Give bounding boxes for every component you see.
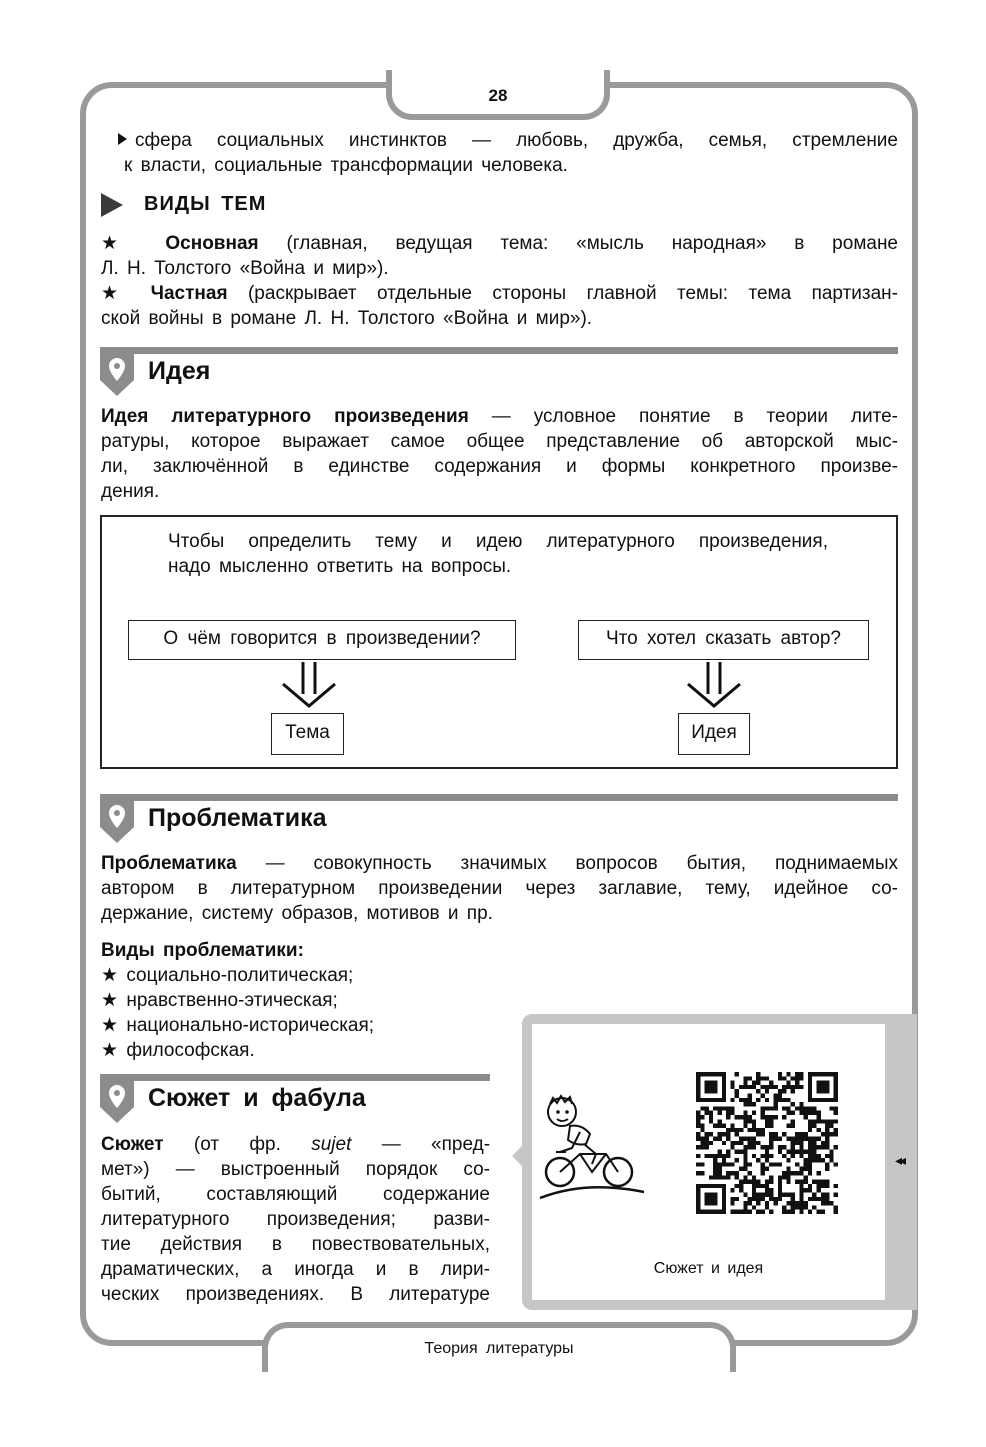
problems-line2: автором в литературном произведении через заглавие, тему, идейное со-: [101, 878, 898, 899]
plot-line1: Сюжет (от фр. sujet — «пред-: [101, 1134, 491, 1155]
qr-code-icon[interactable]: [696, 1072, 838, 1214]
page-number: 28: [488, 86, 508, 105]
theme-main-line1: ★ Основная (главная, ведущая тема: «мысль народная» в романе: [101, 233, 899, 254]
star-icon: ★: [101, 1040, 119, 1061]
location-pin-icon: [100, 797, 134, 843]
heading-triangle-icon: [101, 193, 123, 217]
plot-line4: литературного произведения; разви-: [101, 1209, 490, 1230]
idea-line4: дения.: [101, 481, 160, 502]
problems-line1: Проблематика — совокупность значимых вопросов бытия, поднимаемых: [101, 853, 898, 874]
qr-caption: Сюжет и идея: [653, 1260, 764, 1277]
section-divider: [100, 1074, 490, 1081]
theme-private-line1: ★ Частная (раскрывает отдельные стороны главной темы: тема партизан-: [101, 283, 898, 304]
double-arrow-down-icon: [279, 660, 339, 710]
star-icon: ★: [101, 1015, 119, 1036]
problems-line3: держание, систему образов, мотивов и пр.: [101, 903, 493, 924]
section-title-idea: Идея: [148, 357, 211, 385]
plot-line5: тие действия в повествовательных,: [101, 1234, 490, 1255]
scheme-intro-line1: Чтобы определить тему и идею литературного произведения,: [168, 531, 828, 552]
list-item: ★ социально-политическая;: [101, 965, 354, 986]
scheme-intro-line2: надо мысленно ответить на вопросы.: [168, 556, 512, 577]
location-pin-icon: [100, 350, 134, 396]
bullet-item-line1: сфера социальных инстинктов — любовь, дружба, семья, стремление: [118, 128, 898, 153]
cyclist-illustration-icon: [536, 1088, 648, 1202]
footer-title: Теория литературы: [424, 1340, 574, 1357]
list-item: ★ философская.: [101, 1040, 255, 1061]
list-item: ★ нравственно-этическая;: [101, 990, 338, 1011]
section-divider: [100, 794, 898, 801]
plot-line3: бытий, составляющий содержание: [101, 1184, 490, 1205]
problems-kinds-heading: Виды проблематики:: [101, 940, 304, 961]
double-arrow-down-icon: [684, 660, 744, 710]
idea-line1: Идея литературного произведения — условное понятие в теории лите-: [101, 406, 898, 427]
question-left-box: О чём говорится в произведении?: [128, 620, 516, 660]
idea-line2: ратуры, которое выражает самое общее представление об авторской мыс-: [101, 431, 898, 452]
star-icon: ★: [101, 990, 119, 1011]
question-right-box: Что хотел сказать автор?: [578, 620, 869, 660]
plot-line2: мет») — выстроенный порядок со-: [101, 1159, 490, 1180]
answer-left-box: Тема: [271, 713, 344, 755]
themes-heading: ВИДЫ ТЕМ: [144, 193, 267, 215]
idea-line3: ли, заключённой в единстве содержания и формы конкретного произве-: [101, 456, 898, 477]
star-icon: ★: [101, 233, 138, 254]
theme-main-line2: Л. Н. Толстого «Война и мир»).: [101, 258, 389, 279]
plot-line6: драматических, а иногда и в лири-: [101, 1259, 490, 1280]
section-divider: [100, 347, 898, 354]
answer-right-box: Идея: [678, 713, 750, 755]
section-title-plot: Сюжет и фабула: [148, 1084, 366, 1112]
rewind-icon: ◂◂: [895, 1152, 904, 1168]
theme-private-line2: ской войны в романе Л. Н. Толстого «Война и мир»).: [101, 308, 593, 329]
list-item: ★ национально-историческая;: [101, 1015, 375, 1036]
star-icon: ★: [101, 283, 131, 304]
location-pin-icon: [100, 1077, 134, 1123]
star-icon: ★: [101, 965, 119, 986]
bullet-item-line2: к власти, социальные трансформации человека.: [124, 155, 568, 176]
bullet-triangle-icon: [118, 133, 127, 145]
plot-line7: ческих произведениях. В литературе: [101, 1284, 490, 1305]
section-title-problems: Проблематика: [148, 804, 327, 832]
